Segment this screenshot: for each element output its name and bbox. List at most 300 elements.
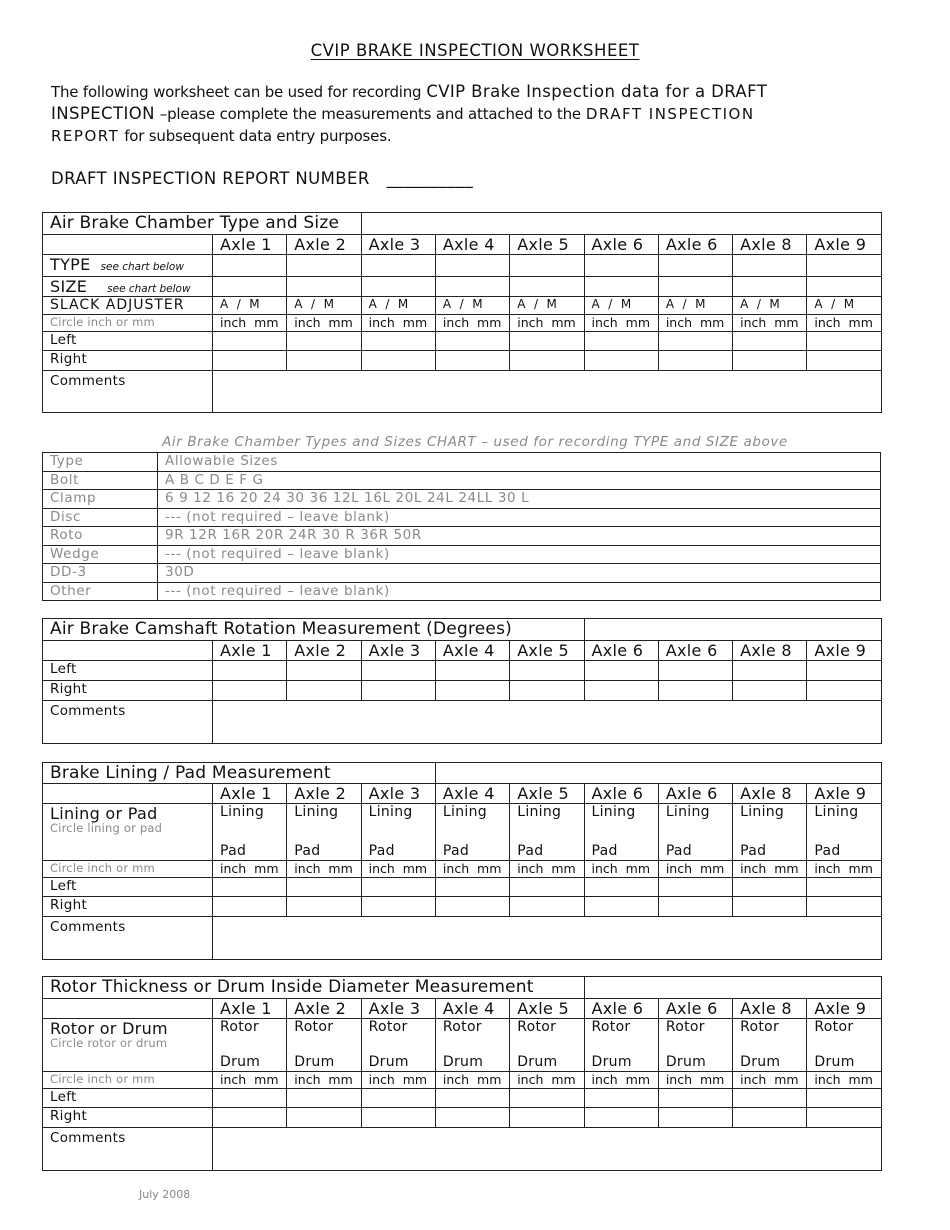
lining-option-cell[interactable]	[435, 804, 509, 861]
rotor-or-drum-hint: Circle rotor or drum	[50, 1036, 168, 1050]
axle-input-cell[interactable]	[510, 897, 584, 917]
lining-option-2[interactable]: Pad	[294, 843, 321, 859]
camshaft-table	[42, 618, 882, 744]
axle-input-cell[interactable]	[213, 277, 287, 297]
comments-label: Comments	[43, 371, 213, 413]
rotor-option-2[interactable]: Drum	[814, 1054, 855, 1070]
axle-input-cell[interactable]	[807, 332, 881, 351]
left-label: Left	[43, 878, 213, 897]
axle-input-cell[interactable]	[584, 1089, 658, 1108]
axle-input-cell[interactable]	[287, 878, 361, 897]
axle-input-cell[interactable]	[510, 351, 584, 371]
type-hint: see chart below	[100, 261, 184, 273]
axle-input-cell[interactable]	[213, 1108, 287, 1128]
rotor-unit-row	[43, 1072, 882, 1089]
axle-header: Axle 8	[733, 235, 807, 255]
chamber-title-filler	[361, 213, 881, 235]
axle-header: Axle 4	[435, 641, 509, 661]
axle-input-cell[interactable]	[361, 1089, 435, 1108]
axle-header: Axle 6	[584, 784, 658, 804]
chamber-right-row	[43, 351, 882, 371]
axle-input-cell[interactable]	[510, 277, 584, 297]
axle-header: Axle 8	[733, 641, 807, 661]
axle-header: Axle 2	[287, 999, 361, 1019]
chart-caption: Air Brake Chamber Types and Sizes CHART – used for recording TYPE and SIZE above	[162, 434, 788, 450]
rotor-option-1[interactable]: Rotor	[442, 1019, 482, 1035]
axle-input-cell[interactable]	[361, 332, 435, 351]
axle-input-cell[interactable]	[658, 897, 732, 917]
lining-option-cell[interactable]	[733, 804, 807, 861]
axle-input-cell[interactable]	[435, 897, 509, 917]
axle-header: Axle 1	[213, 235, 287, 255]
chart-row	[43, 527, 881, 546]
camshaft-comments-row	[43, 701, 882, 744]
intro-paragraph	[51, 81, 811, 147]
axle-input-cell[interactable]	[213, 332, 287, 351]
axle-input-cell[interactable]	[658, 277, 732, 297]
axle-header: Axle 6	[584, 999, 658, 1019]
axle-input-cell[interactable]	[435, 681, 509, 701]
axle-input-cell[interactable]	[584, 661, 658, 681]
rotor-option-cell[interactable]	[287, 1019, 361, 1072]
rotor-table	[42, 976, 882, 1171]
unit-option[interactable]: inch mm	[435, 315, 509, 332]
axle-input-cell[interactable]	[584, 332, 658, 351]
axle-header: Axle 3	[361, 235, 435, 255]
auto-manual-option[interactable]: A / M	[658, 297, 732, 315]
axle-header: Axle 6	[584, 641, 658, 661]
rotor-right-row	[43, 1108, 882, 1128]
axle-input-cell[interactable]	[807, 681, 881, 701]
auto-manual-option[interactable]: A / M	[807, 297, 881, 315]
axle-input-cell[interactable]	[287, 351, 361, 371]
axle-input-cell[interactable]	[733, 351, 807, 371]
camshaft-right-row	[43, 681, 882, 701]
lining-option-1[interactable]: Lining	[442, 804, 487, 820]
rotor-or-drum-row	[43, 1019, 882, 1072]
axle-input-cell[interactable]	[287, 897, 361, 917]
rotor-option-1[interactable]: Rotor	[740, 1019, 780, 1035]
axle-input-cell[interactable]	[213, 351, 287, 371]
chamber-unit-row	[43, 315, 882, 332]
rotor-option-cell[interactable]	[361, 1019, 435, 1072]
axle-input-cell[interactable]	[658, 878, 732, 897]
auto-manual-option[interactable]: A / M	[435, 297, 509, 315]
axle-input-cell[interactable]	[361, 255, 435, 277]
chart-type: DD-3	[43, 564, 158, 583]
lining-option-1[interactable]: Lining	[220, 804, 265, 820]
axle-input-cell[interactable]	[658, 255, 732, 277]
unit-option[interactable]: inch mm	[733, 861, 807, 878]
right-label: Right	[43, 1108, 213, 1128]
lining-option-cell[interactable]	[658, 804, 732, 861]
axle-input-cell[interactable]	[510, 255, 584, 277]
unit-option[interactable]: inch mm	[287, 861, 361, 878]
chart-sizes: A B C D E F G	[158, 471, 881, 490]
right-label: Right	[43, 351, 213, 371]
axle-input-cell[interactable]	[287, 661, 361, 681]
rotor-comments-row	[43, 1128, 882, 1171]
unit-option[interactable]: inch mm	[510, 1072, 584, 1089]
axle-input-cell[interactable]	[807, 878, 881, 897]
axle-input-cell[interactable]	[287, 332, 361, 351]
axle-input-cell[interactable]	[213, 1089, 287, 1108]
rotor-section-title: Rotor Thickness or Drum Inside Diameter Measurement	[43, 977, 585, 999]
rotor-option-cell[interactable]	[658, 1019, 732, 1072]
axle-input-cell[interactable]	[213, 255, 287, 277]
circle-unit-label: Circle inch or mm	[43, 315, 213, 332]
axle-input-cell[interactable]	[733, 681, 807, 701]
chart-header-sizes: Allowable Sizes	[158, 453, 881, 472]
camshaft-left-row	[43, 661, 882, 681]
axle-input-cell[interactable]	[361, 661, 435, 681]
axle-input-cell[interactable]	[510, 332, 584, 351]
rotor-option-2[interactable]: Drum	[665, 1054, 707, 1070]
lining-option-2[interactable]: Pad	[740, 843, 767, 859]
camshaft-title-filler	[584, 619, 881, 641]
lining-option-cell[interactable]	[213, 804, 287, 861]
chart-header-type: Type	[43, 453, 158, 472]
axle-input-cell[interactable]	[733, 897, 807, 917]
unit-option[interactable]: inch mm	[658, 861, 732, 878]
axle-header: Axle 4	[435, 235, 509, 255]
lining-comments-field[interactable]	[213, 917, 882, 960]
footer-date: July 2008	[139, 1188, 191, 1201]
chart-type: Clamp	[43, 490, 158, 509]
axle-input-cell[interactable]	[807, 351, 881, 371]
chart-sizes: --- (not required – leave blank)	[158, 582, 881, 601]
chart-row	[43, 490, 881, 509]
lining-axle-header	[43, 784, 882, 804]
axle-header: Axle 3	[361, 641, 435, 661]
axle-input-cell[interactable]	[287, 277, 361, 297]
unit-option[interactable]: inch mm	[510, 861, 584, 878]
rotor-option-1[interactable]: Rotor	[591, 1019, 631, 1035]
unit-option[interactable]: inch mm	[807, 315, 881, 332]
axle-input-cell[interactable]	[287, 1108, 361, 1128]
lining-option-2[interactable]: Pad	[368, 843, 395, 859]
rotor-option-1[interactable]: Rotor	[294, 1019, 334, 1035]
size-hint: see chart below	[107, 283, 191, 295]
rotor-option-2[interactable]: Drum	[740, 1054, 781, 1070]
unit-option[interactable]: inch mm	[435, 1072, 509, 1089]
left-label: Left	[43, 332, 213, 351]
lining-comments-row	[43, 917, 882, 960]
rotor-option-2[interactable]: Drum	[294, 1054, 335, 1070]
circle-unit-label: Circle inch or mm	[43, 1072, 213, 1089]
lining-option-2[interactable]: Pad	[591, 843, 618, 859]
lining-option-1[interactable]: Lining	[665, 804, 710, 820]
axle-input-cell[interactable]	[807, 1108, 881, 1128]
axle-header: Axle 1	[213, 999, 287, 1019]
axle-input-cell[interactable]	[807, 661, 881, 681]
axle-input-cell[interactable]	[584, 897, 658, 917]
lining-section-title: Brake Lining / Pad Measurement	[43, 763, 436, 784]
unit-option[interactable]: inch mm	[658, 315, 732, 332]
axle-input-cell[interactable]	[213, 681, 287, 701]
chart-type: Roto	[43, 527, 158, 546]
auto-manual-option[interactable]: A / M	[287, 297, 361, 315]
axle-input-cell[interactable]	[733, 277, 807, 297]
axle-input-cell[interactable]	[733, 255, 807, 277]
axle-header: Axle 2	[287, 235, 361, 255]
rotor-option-cell[interactable]	[213, 1019, 287, 1072]
intro-text-7: for subsequent data entry purposes.	[124, 127, 392, 145]
axle-header: Axle 6	[658, 784, 732, 804]
chamber-axle-header	[43, 235, 882, 255]
lining-or-pad-hint: Circle lining or pad	[50, 821, 163, 835]
unit-option[interactable]: inch mm	[287, 315, 361, 332]
lining-option-1[interactable]: Lining	[517, 804, 562, 820]
axle-header: Axle 5	[510, 784, 584, 804]
axle-header: Axle 5	[510, 235, 584, 255]
axle-input-cell[interactable]	[584, 681, 658, 701]
rotor-option-1[interactable]: Rotor	[665, 1019, 705, 1035]
left-label: Left	[43, 661, 213, 681]
chart-type: Disc	[43, 508, 158, 527]
axle-input-cell[interactable]	[435, 351, 509, 371]
lining-option-cell[interactable]	[361, 804, 435, 861]
circle-unit-label: Circle inch or mm	[43, 861, 213, 878]
axle-input-cell[interactable]	[658, 1108, 732, 1128]
rotor-option-1[interactable]: Rotor	[814, 1019, 854, 1035]
axle-input-cell[interactable]	[213, 897, 287, 917]
lining-left-row	[43, 878, 882, 897]
axle-input-cell[interactable]	[287, 255, 361, 277]
chart-header-row	[43, 453, 881, 472]
axle-input-cell[interactable]	[658, 661, 732, 681]
lining-option-2[interactable]: Pad	[442, 843, 470, 859]
lining-right-row	[43, 897, 882, 917]
lining-option-cell[interactable]	[584, 804, 658, 861]
camshaft-comments-field[interactable]	[213, 701, 882, 744]
axle-input-cell[interactable]	[361, 878, 435, 897]
unit-option[interactable]: inch mm	[213, 861, 287, 878]
unit-option[interactable]: inch mm	[584, 1072, 658, 1089]
rotor-option-1[interactable]: Rotor	[517, 1019, 557, 1035]
axle-header: Axle 9	[807, 235, 881, 255]
chart-sizes: --- (not required – leave blank)	[158, 545, 881, 564]
page-title: CVIP BRAKE INSPECTION WORKSHEET	[310, 41, 640, 60]
axle-input-cell[interactable]	[361, 1108, 435, 1128]
chart-type: Wedge	[43, 545, 158, 564]
auto-manual-option[interactable]: A / M	[733, 297, 807, 315]
axle-header: Axle 4	[435, 784, 509, 804]
lining-option-2[interactable]: Pad	[665, 843, 692, 859]
unit-option[interactable]: inch mm	[807, 1072, 881, 1089]
axle-input-cell[interactable]	[807, 1089, 881, 1108]
axle-input-cell[interactable]	[361, 897, 435, 917]
axle-input-cell[interactable]	[807, 897, 881, 917]
axle-input-cell[interactable]	[658, 1089, 732, 1108]
axle-header: Axle 5	[510, 641, 584, 661]
axle-header: Axle 9	[807, 999, 881, 1019]
rotor-option-2[interactable]: Drum	[220, 1054, 261, 1070]
lining-title-filler	[435, 763, 881, 784]
rotor-comments-field[interactable]	[213, 1128, 882, 1171]
rotor-option-cell[interactable]	[510, 1019, 584, 1072]
type-label: TYPE	[50, 255, 91, 274]
unit-option[interactable]: inch mm	[658, 1072, 732, 1089]
axle-input-cell[interactable]	[435, 1108, 509, 1128]
axle-input-cell[interactable]	[287, 681, 361, 701]
lining-option-cell[interactable]	[510, 804, 584, 861]
unit-option[interactable]: inch mm	[361, 315, 435, 332]
unit-option[interactable]: inch mm	[361, 861, 435, 878]
rotor-option-2[interactable]: Drum	[368, 1054, 409, 1070]
axle-header: Axle 6	[658, 235, 732, 255]
axle-input-cell[interactable]	[435, 255, 509, 277]
unit-option[interactable]: inch mm	[584, 315, 658, 332]
axle-input-cell[interactable]	[435, 878, 509, 897]
chart-row	[43, 471, 881, 490]
lining-option-1[interactable]: Lining	[740, 804, 785, 820]
unit-option[interactable]: inch mm	[733, 1072, 807, 1089]
axle-input-cell[interactable]	[435, 277, 509, 297]
rotor-title-filler	[584, 977, 881, 999]
axle-header: Axle 6	[658, 641, 732, 661]
chamber-comments-row	[43, 371, 882, 413]
axle-header: Axle 1	[213, 641, 287, 661]
unit-option[interactable]: inch mm	[807, 861, 881, 878]
chart-sizes: 9R 12R 16R 20R 24R 30 R 36R 50R	[158, 527, 881, 546]
unit-option[interactable]: inch mm	[584, 861, 658, 878]
axle-header: Axle 2	[287, 784, 361, 804]
axle-input-cell[interactable]	[510, 1089, 584, 1108]
axle-input-cell[interactable]	[733, 661, 807, 681]
chamber-table	[42, 212, 882, 413]
auto-manual-option[interactable]: A / M	[213, 297, 287, 315]
lining-option-1[interactable]: Lining	[368, 804, 413, 820]
lining-option-cell[interactable]	[287, 804, 361, 861]
left-label: Left	[43, 1089, 213, 1108]
unit-option[interactable]: inch mm	[213, 315, 287, 332]
unit-option[interactable]: inch mm	[733, 315, 807, 332]
unit-option[interactable]: inch mm	[287, 1072, 361, 1089]
axle-input-cell[interactable]	[435, 661, 509, 681]
axle-input-cell[interactable]	[213, 878, 287, 897]
axle-input-cell[interactable]	[361, 351, 435, 371]
axle-input-cell[interactable]	[733, 1108, 807, 1128]
report-number-label: DRAFT INSPECTION REPORT NUMBER	[51, 169, 370, 188]
chart-sizes: --- (not required – leave blank)	[158, 508, 881, 527]
axle-header: Axle 9	[807, 641, 881, 661]
intro-text-5: DRAFT INSPECTION	[585, 105, 755, 123]
axle-header: Axle 5	[510, 999, 584, 1019]
lining-option-1[interactable]: Lining	[591, 804, 636, 820]
axle-input-cell[interactable]	[510, 661, 584, 681]
comments-label: Comments	[43, 917, 213, 960]
rotor-option-cell[interactable]	[584, 1019, 658, 1072]
comments-label: Comments	[43, 701, 213, 744]
chamber-left-row	[43, 332, 882, 351]
rotor-left-row	[43, 1089, 882, 1108]
axle-input-cell[interactable]	[584, 277, 658, 297]
slack-adjuster-row	[43, 297, 882, 315]
axle-input-cell[interactable]	[807, 277, 881, 297]
unit-option[interactable]: inch mm	[510, 315, 584, 332]
intro-text-4: –please complete the measurements and attached to the	[159, 105, 581, 123]
axle-input-cell[interactable]	[658, 681, 732, 701]
rotor-option-2[interactable]: Drum	[517, 1054, 558, 1070]
axle-header: Axle 8	[733, 999, 807, 1019]
unit-option[interactable]: inch mm	[435, 861, 509, 878]
lining-option-1[interactable]: Lining	[294, 804, 339, 820]
chart-row	[43, 564, 881, 583]
chart-row	[43, 545, 881, 564]
auto-manual-option[interactable]: A / M	[361, 297, 435, 315]
axle-input-cell[interactable]	[510, 681, 584, 701]
lining-or-pad-label: Lining or Pad	[50, 804, 158, 823]
axle-input-cell[interactable]	[435, 1089, 509, 1108]
axle-input-cell[interactable]	[733, 332, 807, 351]
axle-input-cell[interactable]	[287, 1089, 361, 1108]
lining-option-2[interactable]: Pad	[220, 843, 247, 859]
axle-input-cell[interactable]	[733, 878, 807, 897]
chart-type: Bolt	[43, 471, 158, 490]
unit-option[interactable]: inch mm	[213, 1072, 287, 1089]
report-number-field[interactable]: __________	[386, 169, 474, 188]
axle-input-cell[interactable]	[584, 1108, 658, 1128]
lining-option-2[interactable]: Pad	[814, 843, 841, 859]
axle-header: Axle 9	[807, 784, 881, 804]
axle-input-cell[interactable]	[361, 681, 435, 701]
axle-input-cell[interactable]	[584, 255, 658, 277]
right-label: Right	[43, 897, 213, 917]
rotor-option-2[interactable]: Drum	[591, 1054, 632, 1070]
axle-header: Axle 3	[361, 784, 435, 804]
chart-row	[43, 508, 881, 527]
axle-input-cell[interactable]	[361, 277, 435, 297]
chamber-comments-field[interactable]	[213, 371, 882, 413]
lining-or-pad-row	[43, 804, 882, 861]
axle-input-cell[interactable]	[658, 332, 732, 351]
axle-input-cell[interactable]	[435, 332, 509, 351]
rotor-option-1[interactable]: Rotor	[368, 1019, 408, 1035]
axle-header: Axle 6	[584, 235, 658, 255]
chart-sizes: 6 9 12 16 20 24 30 36 12L 16L 20L 24L 24LL 30 L	[158, 490, 881, 509]
right-label: Right	[43, 681, 213, 701]
rotor-option-cell[interactable]	[807, 1019, 881, 1072]
axle-input-cell[interactable]	[510, 878, 584, 897]
intro-text-6: REPORT	[51, 127, 120, 145]
chamber-section-title: Air Brake Chamber Type and Size	[43, 213, 362, 235]
axle-input-cell[interactable]	[584, 351, 658, 371]
axle-input-cell[interactable]	[733, 1089, 807, 1108]
lining-option-1[interactable]: Lining	[814, 804, 859, 820]
lining-option-cell[interactable]	[807, 804, 881, 861]
intro-text-3: INSPECTION	[51, 104, 155, 123]
axle-input-cell[interactable]	[807, 255, 881, 277]
axle-header: Axle 8	[733, 784, 807, 804]
slack-adjuster-label: SLACK ADJUSTER	[43, 297, 213, 315]
axle-input-cell[interactable]	[658, 351, 732, 371]
rotor-or-drum-label: Rotor or Drum	[50, 1019, 168, 1038]
rotor-option-1[interactable]: Rotor	[220, 1019, 259, 1035]
axle-input-cell[interactable]	[584, 878, 658, 897]
lining-table	[42, 762, 882, 960]
axle-input-cell[interactable]	[213, 661, 287, 681]
unit-option[interactable]: inch mm	[361, 1072, 435, 1089]
auto-manual-option[interactable]: A / M	[584, 297, 658, 315]
size-label: SIZE	[50, 277, 88, 296]
lining-option-2[interactable]: Pad	[517, 843, 544, 859]
rotor-option-2[interactable]: Drum	[442, 1054, 484, 1070]
axle-input-cell[interactable]	[510, 1108, 584, 1128]
rotor-option-cell[interactable]	[435, 1019, 509, 1072]
rotor-option-cell[interactable]	[733, 1019, 807, 1072]
auto-manual-option[interactable]: A / M	[510, 297, 584, 315]
